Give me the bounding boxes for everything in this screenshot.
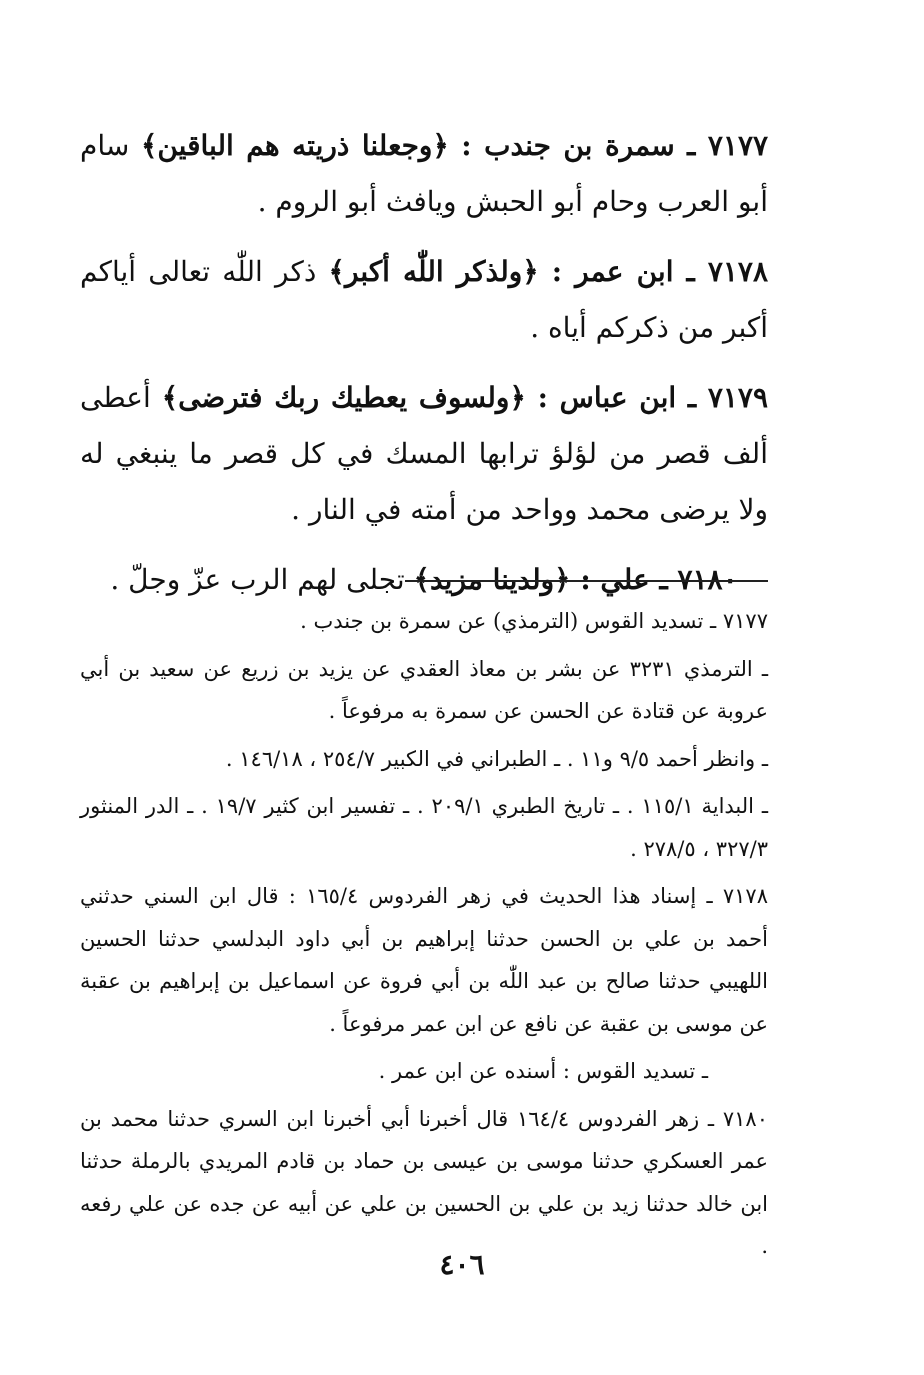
footnote: ـ وانظر أحمد ٩/٥ و١١ . ـ الطبراني في الكبير ٢٥٤/٧ ، ١٤٦/١٨ . bbox=[225, 746, 768, 771]
quran-verse: ﴿ولدينا مزيد﴾ bbox=[413, 563, 571, 596]
quran-verse: ﴿ولسوف يعطيك ربك فترضى﴾ bbox=[161, 381, 526, 414]
entry-narrator: ابن عباس bbox=[559, 381, 677, 414]
entry-narrator: سمرة بن جندب bbox=[484, 129, 675, 162]
entry-text: سام أبو العرب وحام أبو الحبش ويافث أبو الروم . bbox=[80, 129, 768, 218]
entry-heading: ٧١٧٧ ـ سمرة بن جندب : bbox=[448, 129, 769, 162]
entry-heading: ٧١٧٨ ـ ابن عمر : bbox=[538, 255, 768, 288]
entry-narrator: علي bbox=[600, 563, 650, 596]
footnote: ـ البداية ١١٥/١ . ـ تاريخ الطبري ٢٠٩/١ . ـ تفسير ابن كثير ١٩/٧ . ـ الدر المنثور ٣٢٧/٣ ، ٢٧٨/٥ . bbox=[80, 794, 769, 861]
footnote: ٧١٧٧ ـ تسديد القوس (الترمذي) عن سمرة بن جندب . bbox=[300, 609, 768, 633]
hadith-entry bbox=[80, 244, 768, 356]
entry-text: ذكر اللّٰه تعالى أياكم أكبر من ذكركم أياه . bbox=[80, 255, 768, 344]
footnote: ٧١٧٨ ـ إسناد هذا الحديث في زهر الفردوس ١٦٥/٤ : قال ابن السني حدثني أحمد بن علي بن الحسن حدثنا إبراهيم بن أبي داود البدلسي حدثنا الحسين اللهيبي حدثنا صالح بن عبد اللّٰه بن أبي فروة عن اسماعيل بن إبراهيم بن عقبة عن موسى بن عقبة عن نافع عن ابن عمر مرفوعاً . bbox=[80, 884, 768, 1036]
hadith-entries bbox=[80, 118, 768, 622]
page-number: ٤٠٦ bbox=[439, 1248, 485, 1281]
entry-number: ٧١٧٩ bbox=[707, 381, 768, 414]
entry-narrator: ابن عمر bbox=[575, 255, 674, 288]
footnote: ـ الترمذي ٣٢٣١ عن بشر بن معاذ العقدي عن يزيد بن زريع عن سعيد بن أبي عروبة عن قتادة عن الحسن عن سمرة به مرفوعاً . bbox=[80, 656, 768, 723]
footnote: ٧١٨٠ ـ زهر الفردوس ١٦٤/٤ قال أخبرنا أبي أخبرنا ابن السري حدثنا محمد بن عمر العسكري حدثنا موسى بن عيسى بن حماد بن قادم المريدي بالرملة حدثنا ابن خالد حدثنا زيد بن علي بن الحسين بن علي عن أبيه عن جده عن علي رفعه . bbox=[80, 1106, 768, 1258]
footnote: ـ تسديد القوس : أسنده عن ابن عمر . bbox=[378, 1059, 708, 1083]
entry-text: تجلى لهم الرب عزّ وجلّ . bbox=[110, 563, 405, 596]
entry-number: ٧١٨٠ bbox=[677, 563, 738, 596]
quran-verse: ﴿ولذكر اللّٰه أكبر﴾ bbox=[328, 255, 539, 288]
entry-number: ٧١٧٨ bbox=[707, 255, 768, 288]
hadith-entry bbox=[80, 370, 768, 538]
footnote-divider bbox=[405, 580, 768, 582]
footnotes bbox=[80, 600, 768, 1273]
quran-verse: ﴿وجعلنا ذريته هم الباقين﴾ bbox=[140, 129, 449, 162]
entry-heading: ٧١٧٩ ـ ابن عباس : bbox=[525, 381, 768, 414]
hadith-entry bbox=[80, 118, 768, 230]
entry-text: أعطى ألف قصر من لؤلؤ ترابها المسك في كل قصر ما ينبغي له ولا يرضى محمد وواحد من أمته في النار . bbox=[80, 381, 768, 526]
entry-number: ٧١٧٧ bbox=[707, 129, 769, 162]
entry-heading: ٧١٨٠ ـ علي : bbox=[570, 563, 738, 596]
